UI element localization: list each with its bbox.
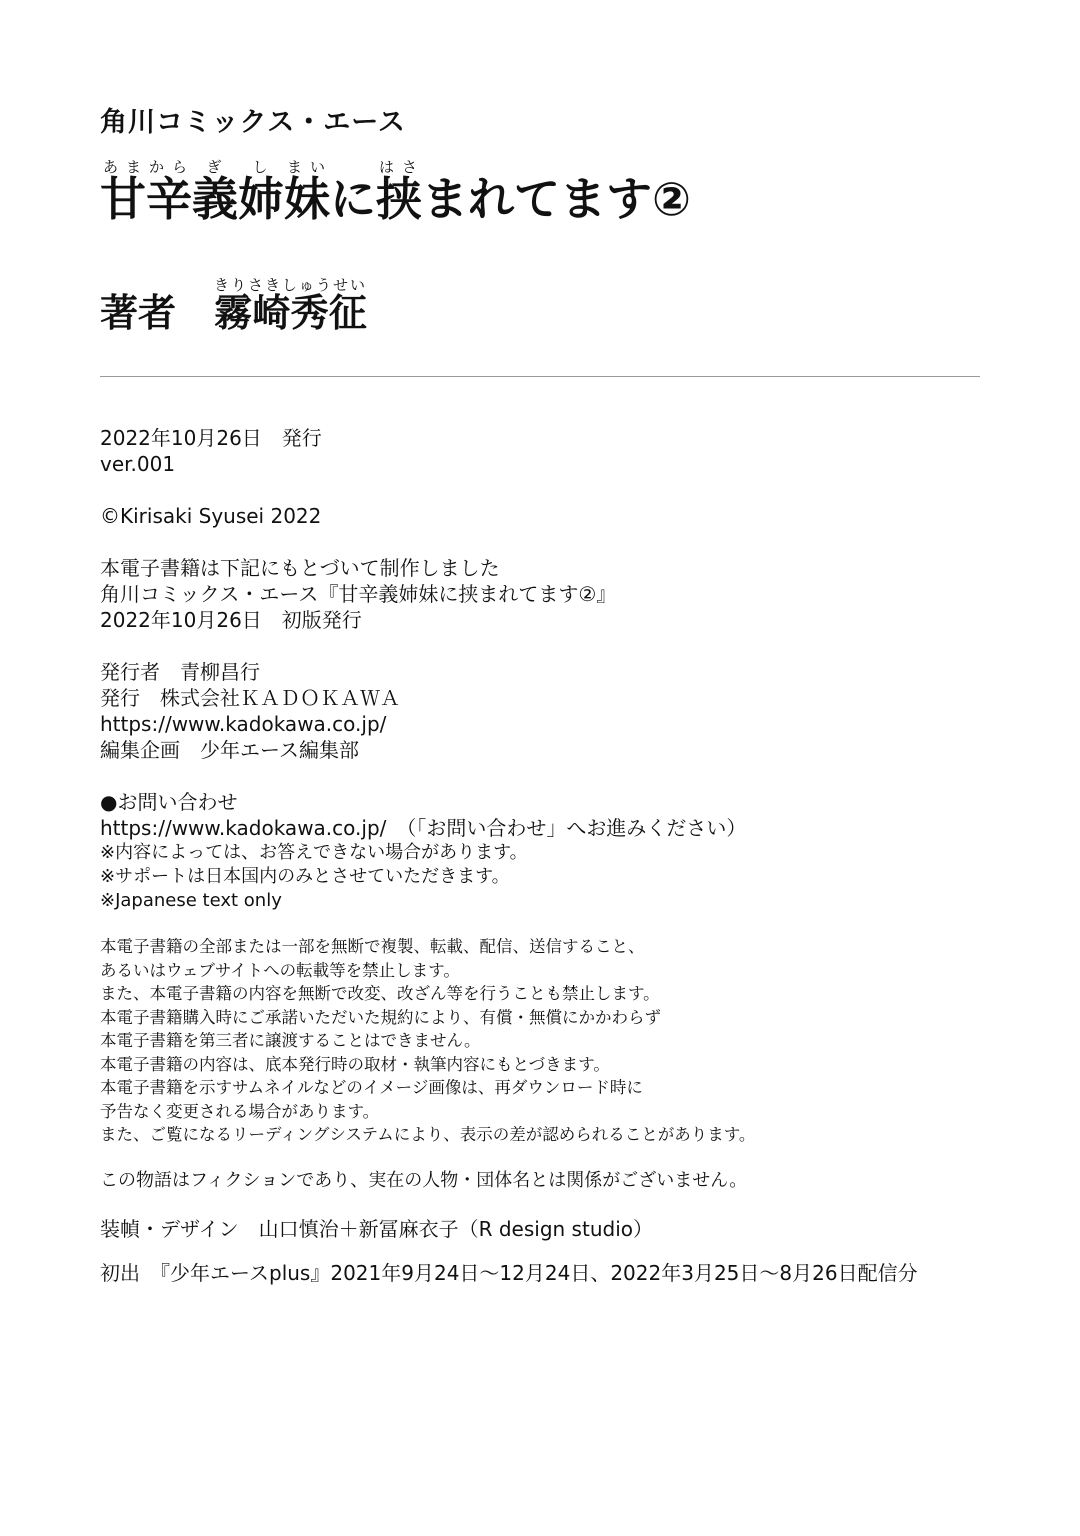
- version: ver.001: [100, 452, 176, 476]
- title-seg-6: まれてます②: [422, 172, 691, 226]
- publisher-info: [100, 659, 980, 763]
- copyright: ©Kirisaki Syusei 2022: [100, 504, 322, 528]
- title-seg-0: 甘辛あまから: [100, 158, 192, 226]
- design-credit: 装幀・デザイン 山口慎治＋新冨麻衣子（R design studio）: [100, 1216, 653, 1241]
- source-line: 角川コミックス・エース『甘辛義姉妹に挟まれてます②』: [100, 582, 617, 606]
- legal-notice: [100, 935, 980, 1147]
- publisher-line: 発行 株式会社ＫＡＤＯＫＡＷＡ: [100, 686, 400, 710]
- colophon-body: [100, 425, 980, 1287]
- publisher-url[interactable]: https://www.kadokawa.co.jp/: [100, 712, 387, 736]
- inquiry-heading: ●お問い合わせ: [100, 790, 238, 814]
- legal-line: 予告なく変更される場合があります。: [100, 1101, 380, 1121]
- title-seg-1: 義ぎ: [192, 158, 238, 226]
- inquiry-section: [100, 789, 980, 913]
- inquiry-note: ※Japanese text only: [100, 890, 282, 911]
- issue-info: [100, 425, 980, 477]
- legal-line: また、本電子書籍の内容を無断で改変、改ざん等を行うことも禁止します。: [100, 984, 660, 1003]
- title-seg-2: 姉し: [238, 158, 284, 226]
- source-edition: [100, 555, 980, 633]
- inquiry-note: ※サポートは日本国内のみとさせていただきます。: [100, 866, 510, 887]
- legal-line: 本電子書籍購入時にご承諾いただいた規約により、有償・無償にかかわらず: [100, 1007, 661, 1027]
- legal-line: 本電子書籍を第三者に譲渡することはできません。: [100, 1031, 481, 1050]
- author-role: 著者: [100, 291, 177, 335]
- source-line: 本電子書籍は下記にもとづいて制作しました: [100, 556, 500, 580]
- issue-date: 2022年10月26日 発行: [100, 426, 322, 450]
- book-title: [100, 158, 691, 226]
- inquiry-note: ※内容によっては、お答えできない場合があります。: [100, 842, 528, 863]
- fiction-note: この物語はフィクションであり、実在の人物・団体名とは関係がございません。: [100, 1169, 748, 1191]
- publisher-line: 編集企画 少年エース編集部: [100, 738, 359, 762]
- source-line: 2022年10月26日 初版発行: [100, 608, 362, 632]
- author-line: [100, 276, 368, 335]
- author-name: 霧崎秀征きりさきしゅうせい: [214, 276, 368, 335]
- legal-line: あるいはウェブサイトへの転載等を禁止します。: [100, 960, 460, 980]
- inquiry-url[interactable]: https://www.kadokawa.co.jp/ （「お問い合わせ」へお進みください）: [100, 816, 747, 840]
- legal-line: 本電子書籍の内容は、底本発行時の取材・執筆内容にもとづきます。: [100, 1054, 610, 1074]
- title-seg-3: 妹まい: [284, 158, 330, 226]
- legal-line: また、ご覧になるリーディングシステムにより、表示の差が認められることがあります。: [100, 1125, 756, 1144]
- legal-line: 本電子書籍の全部または一部を無断で複製、転載、配信、送信すること、: [100, 937, 645, 956]
- title-seg-5: 挟はさ: [376, 158, 422, 226]
- legal-line: 本電子書籍を示すサムネイルなどのイメージ画像は、再ダウンロード時に: [100, 1078, 643, 1097]
- title-seg-4: に: [330, 172, 376, 226]
- publisher-line: 発行者 青柳昌行: [100, 660, 260, 684]
- first-appearance: 初出 『少年エースplus』2021年9月24日～12月24日、2022年3月25日～8月26日配信分: [100, 1260, 918, 1285]
- divider: [100, 376, 980, 377]
- imprint-label: 角川コミックス・エース: [100, 107, 406, 138]
